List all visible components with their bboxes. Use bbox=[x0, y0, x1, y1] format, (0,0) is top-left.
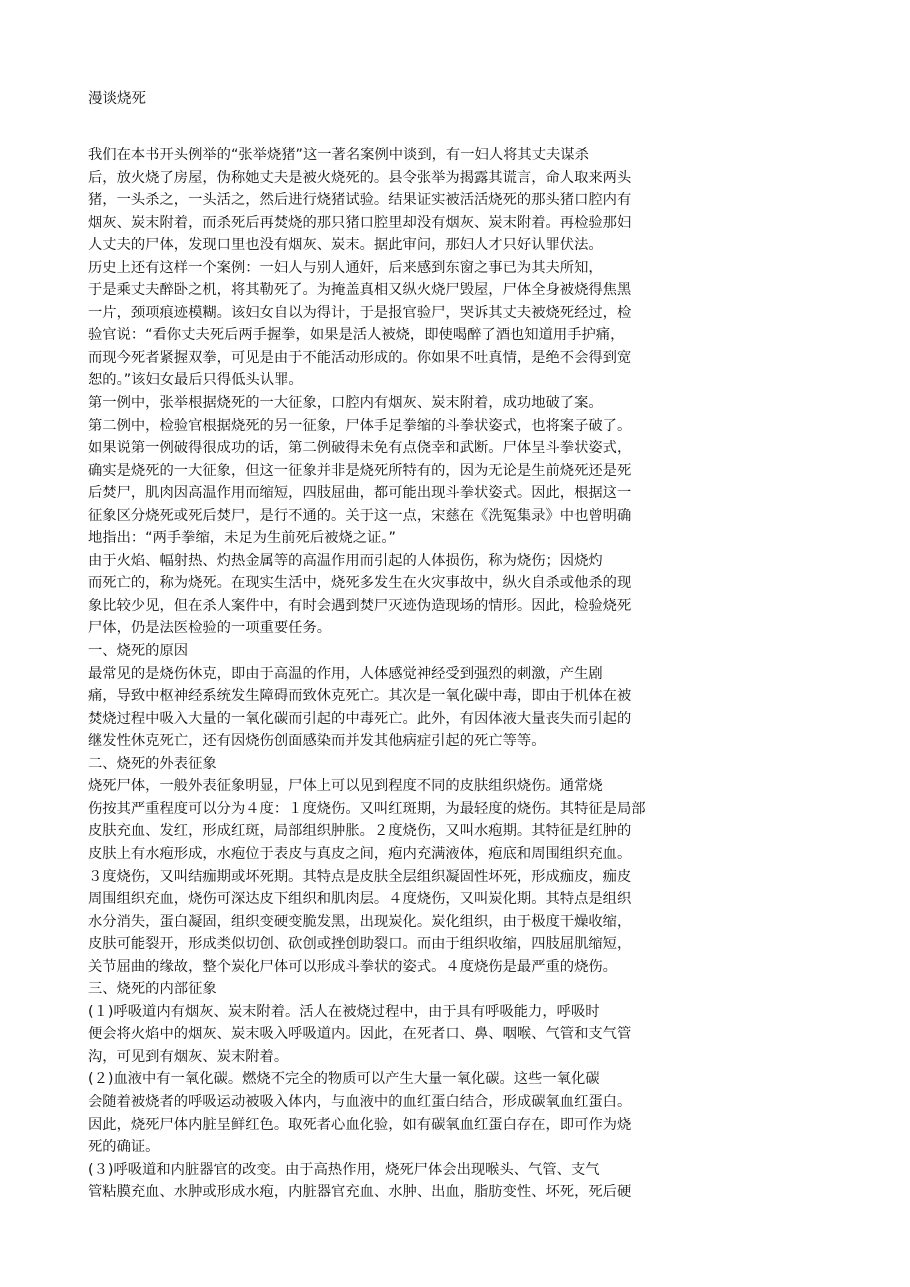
text-line: 历史上还有这样一个案例：一妇人与别人通奸，后来感到东窗之事已为其夫所知， bbox=[88, 259, 603, 276]
text-line: 后，放火烧了房屋，伪称她丈夫是被火烧死的。县令张举为揭露其谎言，命人取来两头 bbox=[88, 169, 632, 186]
text-line: 由于火焰、幅射热、灼热金属等的高温作用而引起的人体损伤，称为烧伤；因烧灼 bbox=[88, 552, 603, 569]
text-line: (３)呼吸道和内脏器官的改变。由于高热作用，烧死尸体会出现喉头、气管、支气 bbox=[88, 1161, 600, 1178]
text-line: 周围组织充血，烧伤可深达皮下组织和肌肉层。４度烧伤，又叫炭化期。其特点是组织 bbox=[88, 891, 632, 908]
text-line: 征象区分烧死或死后焚尸，是行不通的。关于这一点，宋慈在《洗冤集录》中也曾明确 bbox=[88, 507, 632, 524]
text-line: 最常见的是烧伤休克，即由于高温的作用，人体感觉神经受到强烈的刺激，产生剧 bbox=[88, 665, 603, 682]
text-line: 因此，烧死尸体内脏呈鲜红色。取死者心血化验，如有碳氧血红蛋白存在，即可作为烧 bbox=[88, 1116, 632, 1133]
text-line: 第二例中，检验官根据烧死的另一征象，尸体手足拳缩的斗拳状姿式，也将案子破了。 bbox=[88, 417, 632, 434]
text-line: 象比较少见，但在杀人案件中，有时会遇到焚尸灭迹伪造现场的情形。因此，检验烧死 bbox=[88, 597, 632, 614]
text-line: 便会将火焰中的烟灰、炭末吸入呼吸道内。因此，在死者口、鼻、咽喉、气管和支气管 bbox=[88, 1026, 632, 1043]
text-line: 恕的。”该妇女最后只得低头认罪。 bbox=[88, 372, 303, 389]
text-line: 二、烧死的外表征象 bbox=[88, 755, 217, 772]
text-line: 人丈夫的尸体，发现口里也没有烟灰、炭末。据此审问，那妇人才只好认罪伏法。 bbox=[88, 237, 603, 254]
text-line: 猪，一头杀之，一头活之，然后进行烧猪试验。结果证实被活活烧死的那头猪口腔内有 bbox=[88, 192, 632, 209]
text-line: 而死亡的，称为烧死。在现实生活中，烧死多发生在火灾事故中，纵火自杀或他杀的现 bbox=[88, 575, 632, 592]
text-line: 如果说第一例破得很成功的话，第二例破得未免有点侥幸和武断。尸体呈斗拳状姿式， bbox=[88, 440, 632, 457]
text-line: 尸体，仍是法医检验的一项重要任务。 bbox=[88, 620, 332, 637]
text-line: 水分消失，蛋白凝固，组织变硬变脆发黑，出现炭化。炭化组织，由于极度干燥收缩， bbox=[88, 913, 632, 930]
text-line: 继发性休克死亡，还有因烧伤创面感染而并发其他病症引起的死亡等等。 bbox=[88, 733, 546, 750]
text-line: 伤按其严重程度可以分为４度：１度烧伤。又叫红斑期，为最轻度的烧伤。其特征是局部 bbox=[88, 800, 646, 817]
text-line: 于是乘丈夫醉卧之机，将其勒死了。为掩盖真相又纵火烧尸毁屋，尸体全身被烧得焦黑 bbox=[88, 282, 632, 299]
text-line: 确实是烧死的一大征象，但这一征象并非是烧死所特有的，因为无论是生前烧死还是死 bbox=[88, 462, 632, 479]
text-line: 一、烧死的原因 bbox=[88, 643, 189, 660]
text-line: 地指出：“两手拳缩，未足为生前死后被烧之证。” bbox=[88, 530, 396, 547]
text-line: (１)呼吸道内有烟灰、炭末附着。活人在被烧过程中，由于具有呼吸能力，呼吸时 bbox=[88, 1003, 600, 1020]
text-line: 第一例中，张举根据烧死的一大征象，口腔内有烟灰、炭末附着，成功地破了案。 bbox=[88, 395, 603, 412]
text-line: 烧死尸体，一般外表征象明显，尸体上可以见到程度不同的皮肤组织烧伤。通常烧 bbox=[88, 778, 603, 795]
text-line: 焚烧过程中吸入大量的一氧化碳而引起的中毒死亡。此外，有因体液大量丧失而引起的 bbox=[88, 710, 632, 727]
text-line: (２)血液中有一氧化碳。燃烧不完全的物质可以产生大量一氧化碳。这些一氧化碳 bbox=[88, 1071, 600, 1088]
text-line: 验官说：“看你丈夫死后两手握拳，如果是活人被烧，即使喝醉了酒也知道用手护痛， bbox=[88, 327, 625, 344]
text-line: 沟，可见到有烟灰、炭末附着。 bbox=[88, 1048, 289, 1065]
text-line: 管粘膜充血、水肿或形成水疱，内脏器官充血、水肿、出血，脂肪变性、坏死，死后硬 bbox=[88, 1184, 632, 1201]
text-line: 死的确证。 bbox=[88, 1139, 160, 1156]
text-line: ３度烧伤，又叫结痂期或坏死期。其特点是皮肤全层组织凝固性坏死，形成痂皮，痂皮 bbox=[88, 868, 632, 885]
text-line: 三、烧死的内部征象 bbox=[88, 981, 217, 998]
text-line: 皮肤充血、发红，形成红斑，局部组织肿胀。２度烧伤，又叫水疱期。其特征是红肿的 bbox=[88, 823, 632, 840]
text-line: 我们在本书开头例举的“张举烧猪”这一著名案例中谈到，有一妇人将其丈夫谋杀 bbox=[88, 147, 589, 163]
text-line: 痛，导致中枢神经系统发生障碍而致休克死亡。其次是一氧化碳中毒，即由于机体在被 bbox=[88, 688, 632, 705]
text-line: 会随着被烧者的呼吸运动被吸入体内，与血液中的血红蛋白结合，形成碳氧血红蛋白。 bbox=[88, 1093, 632, 1110]
text-line: 烟灰、炭末附着，而杀死后再焚烧的那只猪口腔里却没有烟灰、炭末附着。再检验那妇 bbox=[88, 214, 632, 231]
document-body bbox=[88, 144, 688, 1204]
document-title: 漫谈烧死 bbox=[88, 91, 146, 107]
text-line: 皮肤上有水疱形成，水疱位于表皮与真皮之间，疱内充满液体，疱底和周围组织充血。 bbox=[88, 845, 632, 862]
text-line: 而现今死者紧握双拳，可见是由于不能活动形成的。你如果不吐真情，是绝不会得到宽 bbox=[88, 349, 632, 366]
text-line: 一片，颈项痕迹模糊。该妇女自以为得计，于是报官验尸，哭诉其丈夫被烧死经过，检 bbox=[88, 304, 632, 321]
text-line: 后焚尸，肌肉因高温作用而缩短，四肢屈曲，都可能出现斗拳状姿式。因此，根据这一 bbox=[88, 485, 632, 502]
text-line: 关节屈曲的缘故，整个炭化尸体可以形成斗拳状的姿式。４度烧伤是最严重的烧伤。 bbox=[88, 958, 617, 975]
text-line: 皮肤可能裂开，形成类似切创、砍创或挫创助裂口。而由于组织收缩，四肢屈肌缩短， bbox=[88, 936, 632, 953]
